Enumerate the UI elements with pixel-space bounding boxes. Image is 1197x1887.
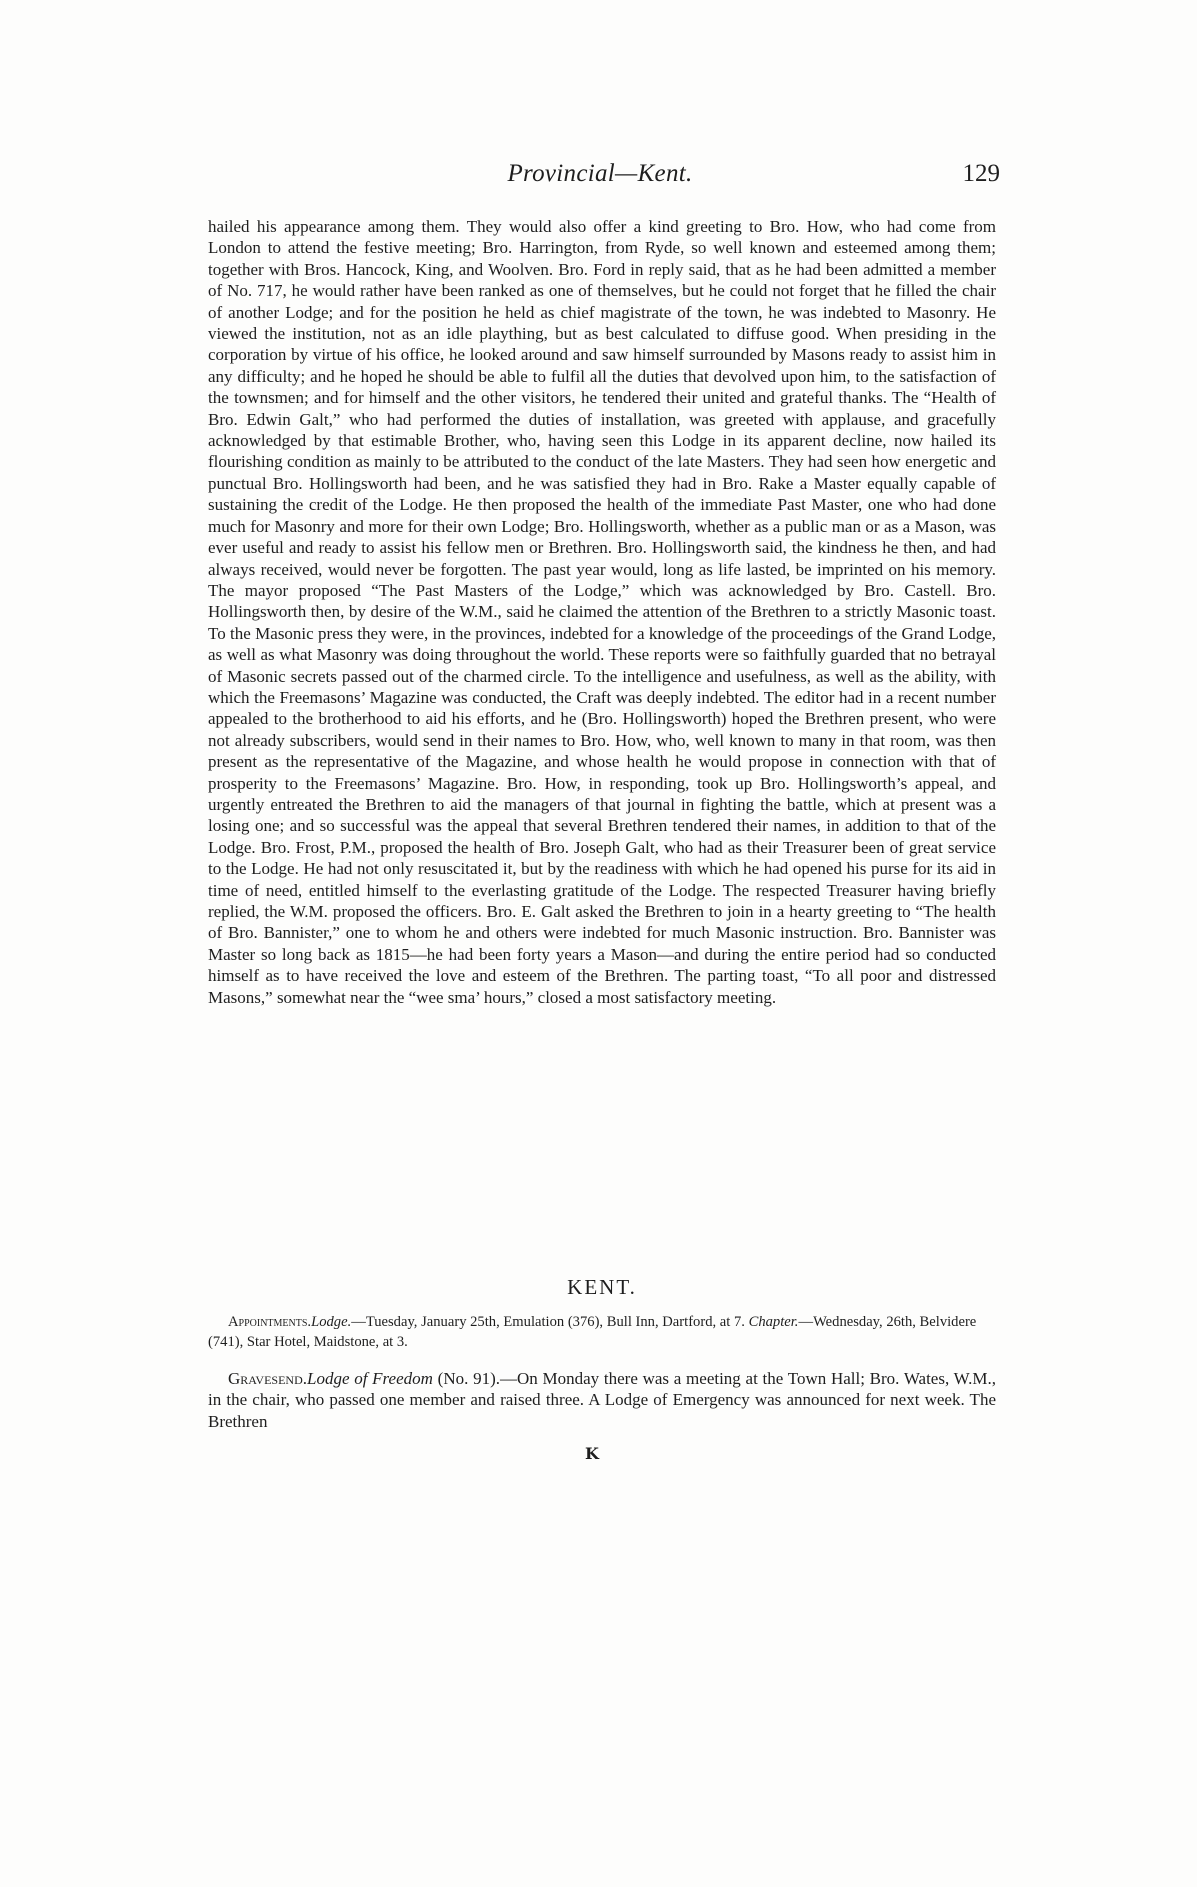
running-head (200, 160, 1000, 204)
running-title: Provincial—Kent. (507, 160, 693, 187)
chapter-appointment: —Wednesday, 26th, Belvidere (741), Star Hotel, Maidstone, at 3. (208, 1314, 977, 1350)
gravesend-paragraph (208, 1368, 996, 1432)
appointments-paragraph (208, 1312, 996, 1352)
article-body (208, 216, 996, 1008)
town-name: Gravesend. (228, 1369, 307, 1388)
lodge-label: Lodge. (311, 1314, 352, 1330)
article-paragraph: hailed his appearance among them. They would also offer a kind greeting to Bro. How, who had come from London to attend the festive meeting; Bro. Harrington, from Ryde, so well known and esteemed among them; together with Bros. Hancock, King, and Woolven. Bro. Ford in reply said, that as he had been admitted a member of No. 717, he would rather have been ranked as one of themselves, but he could not forget that he filled the chair of another Lodge; and for the position he held as chief magistrate of the town, he was indebted to Masonry. He viewed the institution, not as an idle plaything, but as best calculated to diffuse good. When presiding in the corporation by virtue of his office, he looked around and saw himself surrounded by Masons ready to assist him in any difficulty; and he hoped he should be able to fulfil all the duties that devolved upon him, to the satisfaction of the townsmen; and for himself and the other visitors, he tendered their united and grateful thanks. The “Health of Bro. Edwin Galt,” who had performed the duties of installation, was greeted with applause, and gracefully acknowledged by that estimable Brother, who, having seen this Lodge in its apparent decline, now hailed its flourishing condition as mainly to be attributed to the conduct of the late Masters. They had seen how energetic and punctual Bro. Hollingsworth had been, and he was satisfied they had in Bro. Rake a Master equally capable of sustaining the credit of the Lodge. He then proposed the health of the immediate Past Master, one who had done much for Masonry and more for their own Lodge; Bro. Hollingsworth, whether as a public man or as a Mason, was ever useful and ready to assist his fellow men or Brethren. Bro. Hollingsworth said, the kindness he then, and had always received, would never be forgotten. The past year would, long as life lasted, be imprinted on his memory. The mayor proposed “The Past Masters of the Lodge,” which was acknowledged by Bro. Castell. Bro. Hollingsworth then, by desire of the W.M., said he claimed the attention of the Brethren to a strictly Masonic toast. To the Masonic press they were, in the provinces, indebted for a knowledge of the proceedings of the Grand Lodge, as well as what Masonry was doing throughout the world. These reports were so faithfully guarded that no betrayal of Masonic secrets passed out of the charmed circle. To the intelligence and usefulness, as well as the ability, with which the Freemasons’ Magazine was conducted, the Craft was deeply indebted. The editor had in a recent number appealed to the brotherhood to aid his efforts, and he (Bro. Hollingsworth) hoped the Brethren present, who were not already subscribers, would send in their names to Bro. How, who, well known to many in that room, was then present as the representative of the Magazine, and whose health he would propose in connection with that of prosperity to the Freemasons’ Magazine. Bro. How, in responding, took up Bro. Hollingsworth’s appeal, and urgently entreated the Brethren to aid the managers of that journal in fighting the battle, which at present was a losing one; and so successful was the appeal that several Brethren tendered their names, in addition to that of the Lodge. Bro. Frost, P.M., proposed the health of Bro. Joseph Galt, who had as their Treasurer been of great service to the Lodge. He had not only resuscitated it, but by the readiness with which he had opened his purse for its aid in time of need, entitled himself to the everlasting gratitude of the Lodge. The respected Treasurer having briefly replied, the W.M. proposed the officers. Bro. E. Galt asked the Brethren to join in a hearty greeting to “The health of Bro. Bannister,” one to whom he and others were indebted for much Masonic instruction. Bro. Bannister was Master so long back as 1815—he had been forty years a Mason—and during the entire period had so conducted himself as to have received the love and esteem of the Brethren. The parting toast, “To all poor and distressed Masons,” somewhat near the “wee sma’ hours,” closed a most satisfactory meeting. (208, 217, 996, 1007)
page-number: 129 (962, 160, 1000, 187)
gravesend-text: (No. 91).—On Monday there was a meeting at the Town Hall; Bro. Wates, W.M., in the chair, who passed one member and raised three. A Lodge of Emergency was announced for next week. The Brethren (208, 1369, 996, 1431)
signature-mark: K (585, 1444, 599, 1463)
lodge-appointment: —Tuesday, January 25th, Emulation (376), Bull Inn, Dartford, at 7. (351, 1314, 745, 1330)
appointments-label: Appointments. (228, 1314, 312, 1330)
appointments-notice (208, 1312, 996, 1352)
chapter-label: Chapter. (748, 1314, 799, 1330)
gravesend-report (208, 1368, 996, 1432)
lodge-name: Lodge of Freedom (306, 1369, 433, 1388)
section-heading: KENT. (567, 1275, 637, 1299)
